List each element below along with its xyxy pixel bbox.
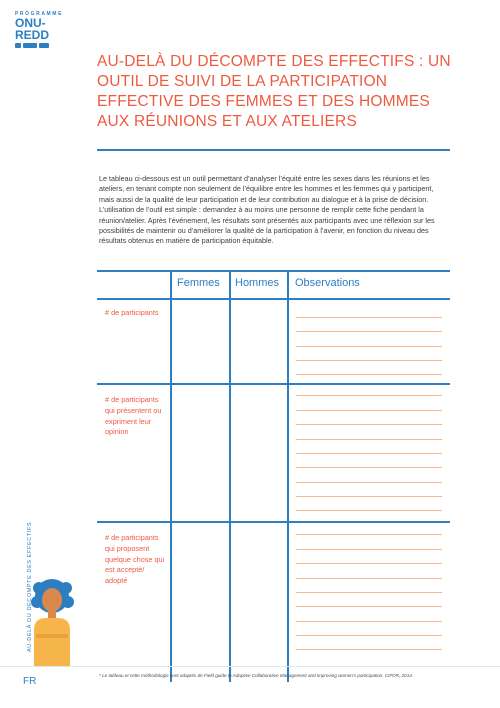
onu-redd-logo xyxy=(15,11,75,48)
intro-paragraph: Le tableau ci-dessous est un outil permettant d’analyser l’équité entre les sexes dans les réunions et les ateliers, en tenant compte non seulement de l’équilibre entre les hommes et les femmes qui y participent, mais aussi de la qualité de leur participation et de leur contribution au dialogue et à la prise de décision. L’utilisation de l’outil est simple : demandez à au moins une personne de remplir cette fiche pendant la réunion/atelier. Après l’événement, les résultats sont présentés aux participants avec une réflexion sur les possibilités de maintenir ou d’améliorer la qualité de la participation à l’avenir, en fonction du niveau des résultats obtenus en matière de participation équitable. xyxy=(99,174,435,246)
table-col-rule xyxy=(287,270,289,682)
table-row-rule xyxy=(97,521,450,523)
observation-line[interactable] xyxy=(296,331,442,332)
observation-line[interactable] xyxy=(296,424,442,425)
observation-line[interactable] xyxy=(296,346,442,347)
participation-table xyxy=(97,270,450,682)
page-title: AU-DELÀ DU DÉCOMPTE DES EFFECTIFS : UN OUTIL DE SUIVI DE LA PARTICIPATION EFFECTIVE DES FEMMES ET DES HOMMES AUX RÉUNIONS ET AUX ATELIERS xyxy=(97,53,451,130)
col-header-femmes: Femmes xyxy=(177,277,220,289)
observation-line[interactable] xyxy=(296,549,442,550)
observation-line[interactable] xyxy=(296,649,442,650)
observation-line[interactable] xyxy=(296,621,442,622)
woman-illustration xyxy=(28,574,80,666)
observation-line[interactable] xyxy=(296,360,442,361)
observation-line[interactable] xyxy=(296,395,442,396)
row-label-proposent: # de participants qui proposent quelque chose qui est accepté/ adopté xyxy=(105,533,165,586)
side-section-label: AU-DELÀ DU DÉCOMPTE DES EFFECTIFS xyxy=(27,521,33,652)
row-label-expriment: # de participants qui présentent ou expriment leur opinion xyxy=(105,395,162,437)
observation-line[interactable] xyxy=(296,510,442,511)
table-top-rule xyxy=(97,270,450,272)
footnote: * Le tableau et cette méthodologie sont adaptés de Field guide to Adaptive Collaborative Management and improving women’s participation, CIFOR, 2014. xyxy=(99,673,414,678)
observation-line[interactable] xyxy=(296,453,442,454)
logo-programme-text: PROGRAMME xyxy=(15,11,64,17)
observation-line[interactable] xyxy=(296,439,442,440)
language-label: FR xyxy=(23,676,37,687)
footer-divider xyxy=(0,666,500,667)
observation-line[interactable] xyxy=(296,592,442,593)
observation-line[interactable] xyxy=(296,467,442,468)
observation-line[interactable] xyxy=(296,606,442,607)
logo-brand-text: ONU-REDD xyxy=(15,16,50,42)
partner-agencies-icon xyxy=(15,43,75,48)
col-header-observations: Observations xyxy=(295,277,360,289)
title-divider xyxy=(97,149,450,151)
table-row-rule xyxy=(97,383,450,385)
observation-line[interactable] xyxy=(296,563,442,564)
row-label-participants: # de participants xyxy=(105,308,159,317)
observation-line[interactable] xyxy=(296,496,442,497)
col-header-hommes: Hommes xyxy=(235,277,280,289)
observation-line[interactable] xyxy=(296,374,442,375)
table-col-rule xyxy=(170,270,172,682)
observation-line[interactable] xyxy=(296,578,442,579)
observation-line[interactable] xyxy=(296,635,442,636)
table-col-rule xyxy=(229,270,231,682)
observation-line[interactable] xyxy=(296,534,442,535)
observation-line[interactable] xyxy=(296,482,442,483)
table-header-rule xyxy=(97,298,450,300)
observation-line[interactable] xyxy=(296,410,442,411)
observation-line[interactable] xyxy=(296,317,442,318)
